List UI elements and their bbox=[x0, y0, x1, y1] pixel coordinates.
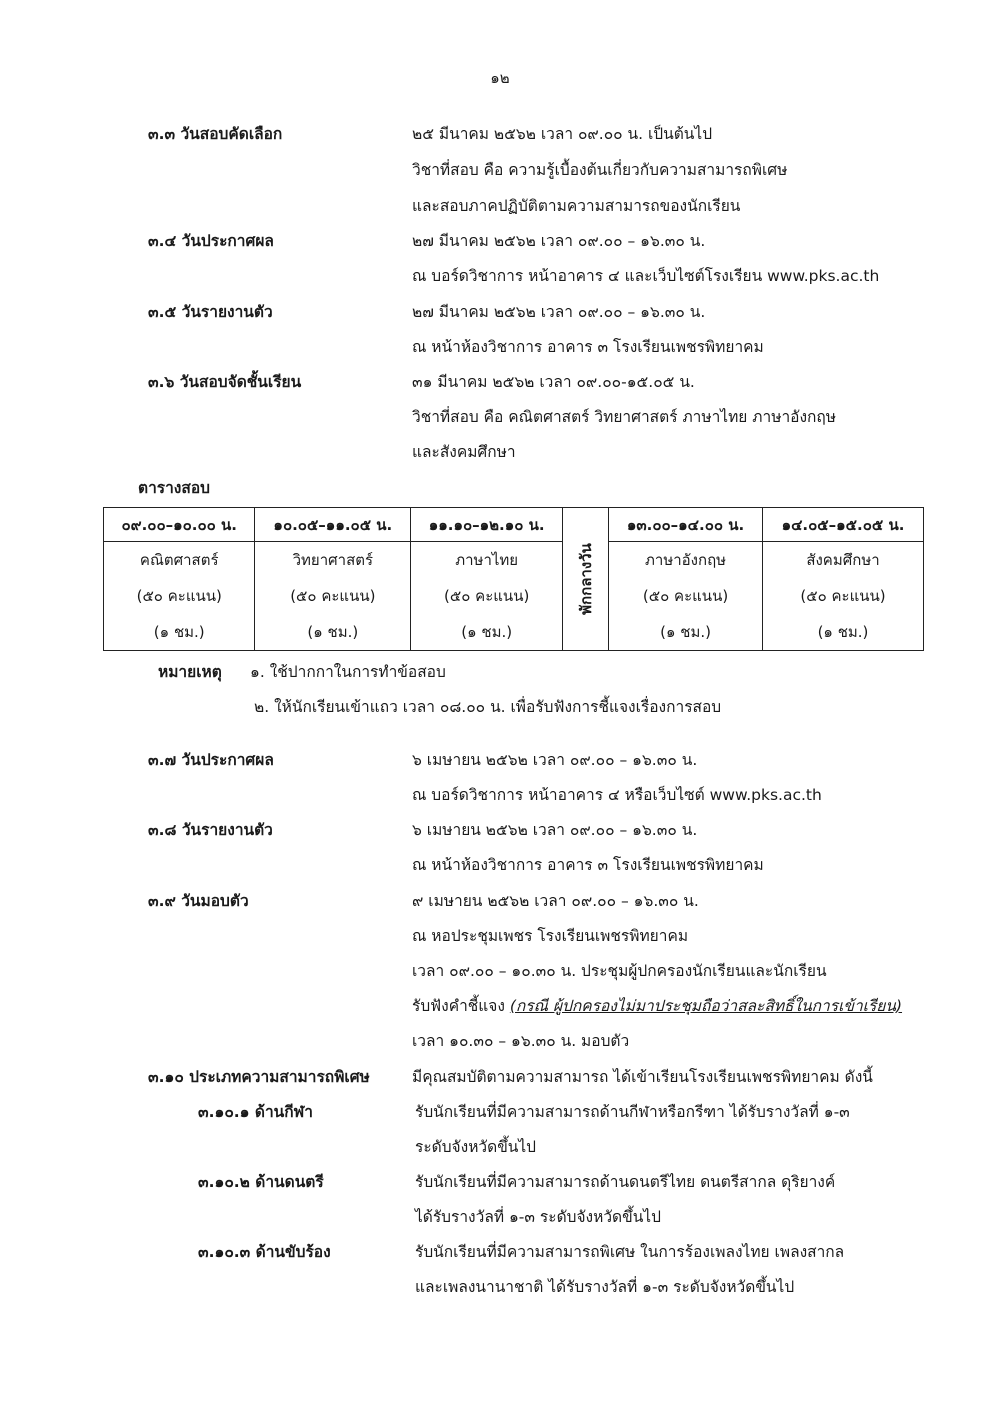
time-header: ๑๑.๑๐–๑๒.๑๐ น. bbox=[411, 508, 563, 542]
lunch-break-cell bbox=[563, 508, 609, 651]
section-3-3-line: และสอบภาคปฏิบัติตามความสามารถของนักเรียน bbox=[412, 197, 741, 215]
section-3-7-label: ๓.๗ วันประกาศผล bbox=[148, 751, 274, 769]
section-3-10-2-line: ได้รับรางวัลที่ ๑-๓ ระดับจังหวัดขึ้นไป bbox=[415, 1208, 661, 1226]
table-header-row bbox=[104, 508, 924, 542]
briefing-text: รับฟังคำชี้แจง bbox=[412, 997, 510, 1015]
section-3-8-line: ๖ เมษายน ๒๕๖๒ เวลา ๐๙.๐๐ – ๑๖.๓๐ น. bbox=[412, 821, 698, 839]
section-3-3-label: ๓.๓ วันสอบคัดเลือก bbox=[148, 125, 283, 143]
forfeit-warning: (กรณี ผู้ปกครองไม่มาประชุมถือว่าสละสิทธิ์ในการเข้าเรียน) bbox=[509, 997, 903, 1015]
section-3-9-line: ๙ เมษายน ๒๕๖๒ เวลา ๐๙.๐๐ – ๑๖.๓๐ น. bbox=[412, 892, 699, 910]
section-3-9-line: เวลา ๐๙.๐๐ – ๑๐.๓๐ น. ประชุมผู้ปกครองนักเรียนและนักเรียน bbox=[412, 962, 827, 980]
lunch-break-label: พักกลางวัน bbox=[576, 543, 595, 615]
section-3-3-line: ๒๕ มีนาคม ๒๕๖๒ เวลา ๐๙.๐๐ น. เป็นต้นไป bbox=[412, 125, 713, 143]
subject-cell bbox=[411, 542, 563, 651]
subject-name: วิทยาศาสตร์ bbox=[292, 551, 374, 569]
section-3-4-line: ณ บอร์ดวิชาการ หน้าอาคาร ๔ และเว็บไซต์โรงเรียน www.pks.ac.th bbox=[412, 267, 880, 285]
section-3-7-line: ๖ เมษายน ๒๕๖๒ เวลา ๐๙.๐๐ – ๑๖.๓๐ น. bbox=[412, 751, 698, 769]
subject-score: (๕๐ คะแนน) bbox=[136, 587, 222, 605]
subject-name: คณิตศาสตร์ bbox=[139, 551, 219, 569]
time-header: ๑๓.๐๐–๑๔.๐๐ น. bbox=[609, 508, 763, 542]
subject-name: ภาษาไทย bbox=[455, 551, 519, 569]
section-3-6-line: วิชาที่สอบ คือ คณิตศาสตร์ วิทยาศาสตร์ ภาษาไทย ภาษาอังกฤษ bbox=[412, 408, 837, 426]
section-3-4-line: ๒๗ มีนาคม ๒๕๖๒ เวลา ๐๙.๐๐ – ๑๖.๓๐ น. bbox=[412, 232, 706, 250]
time-header: ๑๔.๐๕–๑๕.๐๕ น. bbox=[762, 508, 923, 542]
time-header: ๐๙.๐๐–๑๐.๐๐ น. bbox=[104, 508, 255, 542]
subject-duration: (๑ ชม.) bbox=[153, 623, 205, 641]
section-3-10-3-label: ๓.๑๐.๓ ด้านขับร้อง bbox=[198, 1243, 331, 1261]
subject-duration: (๑ ชม.) bbox=[461, 623, 513, 641]
subject-cell bbox=[609, 542, 763, 651]
note-item: ๑. ใช้ปากกาในการทำข้อสอบ bbox=[250, 663, 446, 681]
section-3-7-line: ณ บอร์ดวิชาการ หน้าอาคาร ๔ หรือเว็บไซต์ www.pks.ac.th bbox=[412, 786, 822, 804]
section-3-10-3-line: และเพลงนานาชาติ ได้รับรางวัลที่ ๑-๓ ระดับจังหวัดขึ้นไป bbox=[415, 1278, 795, 1296]
subject-name: สังคมศึกษา bbox=[806, 551, 880, 569]
section-3-4-label: ๓.๔ วันประกาศผล bbox=[148, 232, 274, 250]
subject-score: (๕๐ คะแนน) bbox=[290, 587, 376, 605]
subject-duration: (๑ ชม.) bbox=[817, 623, 869, 641]
section-3-10-1-label: ๓.๑๐.๑ ด้านกีฬา bbox=[198, 1103, 313, 1121]
section-3-10-1-line: ระดับจังหวัดขึ้นไป bbox=[415, 1138, 537, 1156]
section-3-6-label: ๓.๖ วันสอบจัดชั้นเรียน bbox=[148, 373, 302, 391]
subject-duration: (๑ ชม.) bbox=[307, 623, 359, 641]
section-3-9-line bbox=[412, 996, 902, 1016]
section-3-3-line: วิชาที่สอบ คือ ความรู้เบื้องต้นเกี่ยวกับความสามารถพิเศษ bbox=[412, 161, 788, 179]
section-3-10-label: ๓.๑๐ ประเภทความสามารถพิเศษ bbox=[148, 1068, 370, 1086]
subject-cell bbox=[255, 542, 411, 651]
note-item: ๒. ให้นักเรียนเข้าแถว เวลา ๐๘.๐๐ น. เพื่อรับฟังการชี้แจงเรื่องการสอบ bbox=[254, 698, 722, 716]
section-3-5-line: ๒๗ มีนาคม ๒๕๖๒ เวลา ๐๙.๐๐ – ๑๖.๓๐ น. bbox=[412, 303, 706, 321]
section-3-9-label: ๓.๙ วันมอบตัว bbox=[148, 892, 249, 910]
subject-score: (๕๐ คะแนน) bbox=[642, 587, 729, 605]
section-3-10-3-line: รับนักเรียนที่มีความสามารถพิเศษ ในการร้องเพลงไทย เพลงสากล bbox=[415, 1243, 845, 1261]
section-3-10-2-label: ๓.๑๐.๒ ด้านดนตรี bbox=[198, 1173, 324, 1191]
subject-duration: (๑ ชม.) bbox=[660, 623, 711, 641]
section-3-8-line: ณ หน้าห้องวิชาการ อาคาร ๓ โรงเรียนเพชรพิทยาคม bbox=[412, 856, 764, 874]
section-3-10-intro: มีคุณสมบัติตามความสามารถ ได้เข้าเรียนโรงเรียนเพชรพิทยาคม ดังนี้ bbox=[412, 1068, 873, 1086]
section-3-8-label: ๓.๘ วันรายงานตัว bbox=[148, 821, 273, 839]
subject-score: (๕๐ คะแนน) bbox=[800, 587, 886, 605]
schedule-title: ตารางสอบ bbox=[138, 479, 210, 497]
notes-label: หมายเหตุ bbox=[158, 663, 222, 681]
section-3-5-line: ณ หน้าห้องวิชาการ อาคาร ๓ โรงเรียนเพชรพิทยาคม bbox=[412, 338, 764, 356]
section-3-5-label: ๓.๕ วันรายงานตัว bbox=[148, 303, 273, 321]
exam-schedule-table bbox=[103, 507, 924, 651]
subject-cell bbox=[762, 542, 923, 651]
time-header: ๑๐.๐๕–๑๑.๐๕ น. bbox=[255, 508, 411, 542]
section-3-9-line: เวลา ๑๐.๓๐ – ๑๖.๓๐ น. มอบตัว bbox=[412, 1032, 630, 1050]
subject-name: ภาษาอังกฤษ bbox=[645, 551, 727, 569]
section-3-9-line: ณ หอประชุมเพชร โรงเรียนเพชรพิทยาคม bbox=[412, 927, 689, 945]
subject-score: (๕๐ คะแนน) bbox=[444, 587, 530, 605]
section-3-6-line: ๓๑ มีนาคม ๒๕๖๒ เวลา ๐๙.๐๐-๑๕.๐๕ น. bbox=[412, 373, 695, 391]
section-3-6-line: และสังคมศึกษา bbox=[412, 443, 516, 461]
section-3-10-2-line: รับนักเรียนที่มีความสามารถด้านดนตรีไทย ดนตรีสากล ดุริยางค์ bbox=[415, 1173, 836, 1191]
table-row bbox=[104, 542, 924, 651]
section-3-10-1-line: รับนักเรียนที่มีความสามารถด้านกีฬาหรือกรีฑา ได้รับรางวัลที่ ๑-๓ bbox=[415, 1103, 850, 1121]
page-number: ๑๒ bbox=[490, 69, 510, 87]
subject-cell bbox=[104, 542, 255, 651]
